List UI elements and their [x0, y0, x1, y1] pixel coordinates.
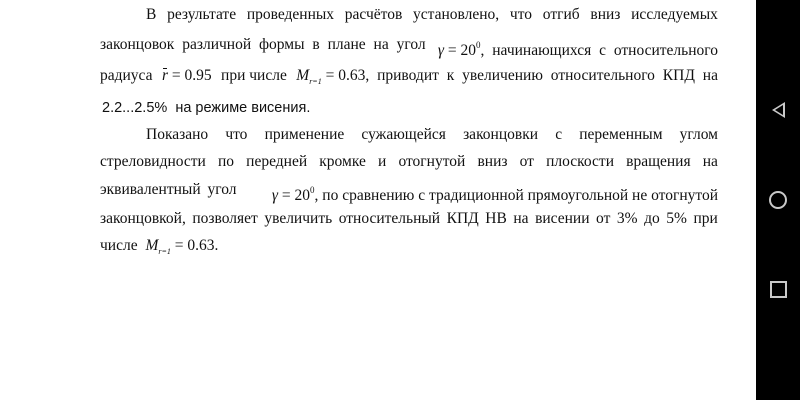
m-symbol: M: [296, 67, 310, 84]
p2-line5: [100, 236, 218, 262]
p1-line3-middle: при числе: [221, 67, 287, 84]
p1-line2: [100, 35, 718, 61]
p2-line4-word: на: [513, 210, 529, 227]
m-value: = 0.63: [321, 67, 366, 84]
navigation-bar: [756, 0, 800, 400]
p1-line3-before: радиуса: [100, 67, 153, 84]
home-button[interactable]: [766, 188, 790, 212]
p2-line3-after: , по сравнению с традиционной прямоугольной не отогнутой: [314, 187, 718, 204]
p2-line4-word: законцовкой,: [100, 210, 186, 227]
p2-line4-word: от: [596, 210, 611, 227]
p2-line2-word: вниз: [477, 153, 508, 170]
p2-line1-word: применение: [264, 126, 345, 143]
p2-line4-word: 3%: [616, 210, 638, 227]
gamma-equation-2: [272, 180, 718, 206]
back-button[interactable]: [766, 98, 790, 122]
p2-line2-word: от: [519, 153, 534, 170]
p2-line4-word: КПД: [446, 210, 479, 227]
p2-line4-word: до: [644, 210, 660, 227]
gamma-degree-2: 0: [310, 185, 315, 195]
p1-line1-word: расчётов: [344, 6, 403, 23]
home-circle-icon: [769, 191, 787, 209]
recent-apps-button[interactable]: [766, 277, 790, 301]
p1-line1: [146, 5, 718, 25]
p2-line1: [146, 125, 718, 145]
m-symbol-2: M: [145, 237, 159, 254]
m-equation-2: [145, 237, 218, 254]
p1-line1-word: результате: [167, 6, 237, 23]
recent-square-icon: [770, 281, 787, 298]
m-subscript: r=1: [309, 77, 322, 86]
p2-line2: [100, 152, 718, 172]
p1-line1-word: В: [146, 6, 157, 23]
p2-line4-word: висении: [535, 210, 590, 227]
p2-line3: [100, 180, 718, 206]
p2-line2-word: передней: [246, 153, 308, 170]
efficiency-range: 2.2...2.5%: [102, 100, 168, 116]
p2-line1-word: что: [225, 126, 248, 143]
p1-line2-before: законцовок различной формы в плане на угол: [100, 36, 426, 53]
p2-line1-word: сужающейся: [361, 126, 446, 143]
p2-line4-word: 5%: [666, 210, 687, 227]
p1-line3: [100, 66, 718, 92]
p1-line1-word: что: [509, 6, 533, 23]
r-equation: [162, 66, 212, 92]
p2-line1-word: Показано: [146, 126, 209, 143]
gamma-degree: 0: [476, 40, 481, 50]
p2-line4-word: позволяет: [192, 210, 258, 227]
gamma-equation: [438, 35, 718, 61]
p2-line4-word: НВ: [485, 210, 507, 227]
gamma-value: = 20: [444, 42, 477, 59]
p1-line4: [102, 98, 310, 118]
p1-line1-word: установлено,: [413, 6, 500, 23]
p1-line4-after: на режиме висения.: [175, 100, 311, 116]
p2-line5-after: .: [214, 237, 219, 254]
p1-line3-after: , приводит к увеличению относительного КПД на: [365, 67, 718, 84]
gamma-value-2: = 20: [278, 187, 311, 204]
p2-line1-word: переменным: [579, 126, 663, 143]
p1-line1-word: исследуемых: [631, 6, 718, 23]
gamma-symbol: γ: [437, 42, 445, 59]
p2-line5-before: числе: [100, 237, 138, 254]
p2-line2-word: отогнутой: [398, 153, 466, 170]
r-symbol: r: [161, 67, 168, 84]
p2-line2-word: стреловидности: [100, 153, 206, 170]
m-equation: [296, 66, 718, 92]
p1-line2-after: , начинающихся с относительного: [480, 42, 718, 59]
m-value-2: = 0.63: [170, 237, 215, 254]
p2-line4-word: при: [693, 210, 718, 227]
p1-line1-word: отгиб: [542, 6, 580, 23]
p2-line2-word: вращения: [626, 153, 691, 170]
p1-line1-word: проведенных: [246, 6, 335, 23]
p1-line1-word: вниз: [590, 6, 621, 23]
p2-line2-word: и: [378, 153, 387, 170]
back-triangle-icon: [772, 102, 785, 118]
gamma-symbol-2: γ: [271, 187, 279, 204]
p2-line2-word: на: [702, 153, 718, 170]
p2-line2-word: по: [217, 153, 235, 170]
p2-line1-word: законцовки: [463, 126, 539, 143]
p2-line1-word: углом: [679, 126, 718, 143]
p2-line2-word: кромке: [319, 153, 366, 170]
p2-line2-word: плоскости: [546, 153, 614, 170]
m-subscript-2: r=1: [158, 247, 171, 256]
p2-line4-word: увеличить: [264, 210, 333, 227]
p2-line4: [100, 209, 718, 229]
p2-line4-word: относительный: [338, 210, 441, 227]
p2-line1-word: с: [555, 126, 563, 143]
r-value: = 0.95: [167, 67, 212, 84]
p2-line3-before: эквивалентный угол: [100, 181, 237, 198]
